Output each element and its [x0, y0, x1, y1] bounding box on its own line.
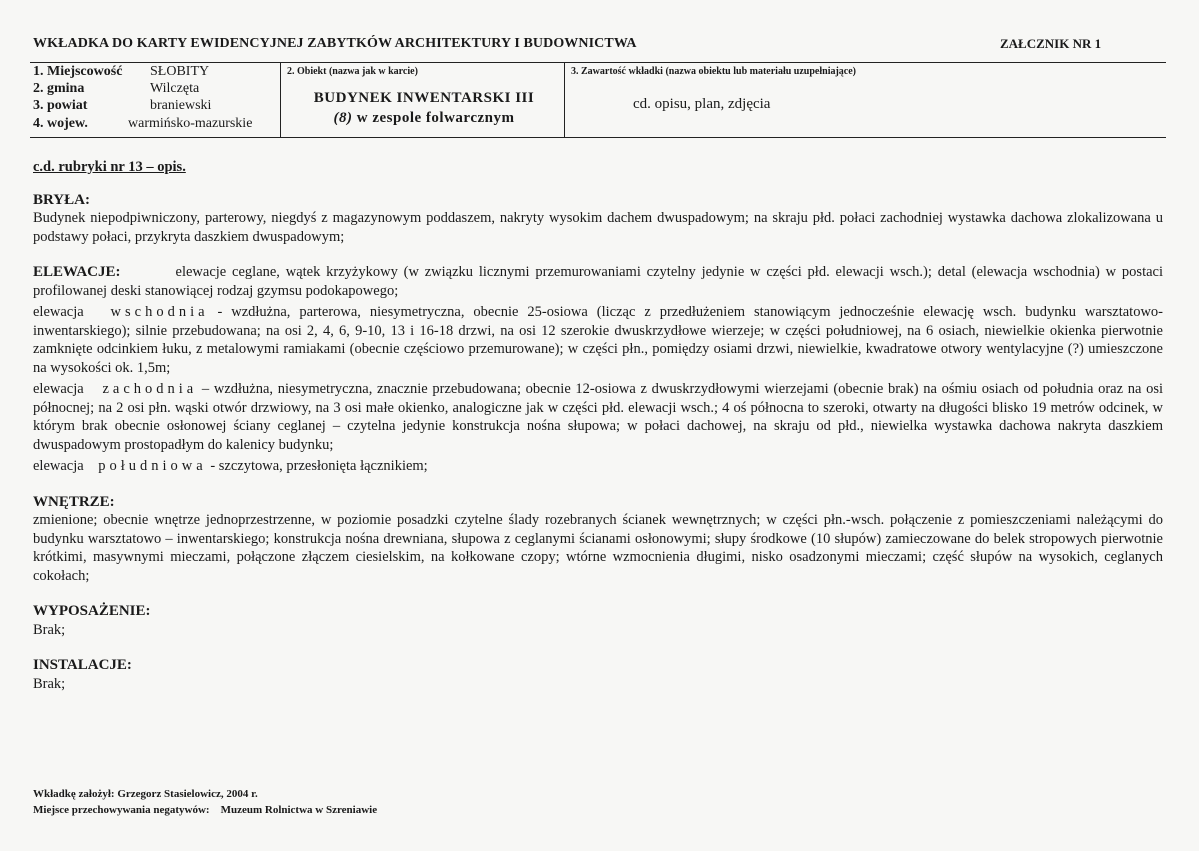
section-elewacje — [33, 263, 1163, 300]
direction-east: wschodnia — [110, 304, 209, 320]
voivodeship-value: warmińsko-mazurskie — [128, 116, 253, 131]
elevation-west: elewacja zachodnia – wzdłużna, niesymetryczna, znacznie przebudowana; obecnie 12-osiowa z dwuskrzydłowymi wierzejami (obecnie brak) na ośmiu osiach od południa oraz na osi północnej; na 2 osi płn. wąski otwór drzwiowy, na 3 osi małe okienko, analogiczne jak w części płd. elewacji wsch.; 4 oś północna to szeroki, otwarty na długości blisko 19 metrów odcinek, w którym brak obecnie osłonowej ściany ceglanej – czytelna jedynie konstrukcja nośna słupowa; w połaci dachowej, na skraju od płd., niewielka wystawka dachowa nakryta daszkiem dwuspadowym prostopadłym do kalenicy budynku; — [33, 381, 1163, 453]
header-top-rule — [30, 62, 1166, 63]
annex-number: ZAŁCZNIK NR 1 — [1000, 36, 1102, 51]
voivodeship-label: 4. wojew. — [33, 116, 88, 131]
commune-label: 2. gmina — [33, 81, 85, 96]
contents-heading: 3. Zawartość wkładki (nazwa obiektu lub materiału uzupełniające) — [571, 66, 857, 77]
footer-storage: Miejsce przechowywania negatywów: Muzeum Rolnictwa w Szreniawie — [33, 804, 378, 816]
direction-west: zachodnia — [102, 381, 198, 397]
rubric-heading: c.d. rubryki nr 13 – opis. — [33, 159, 186, 175]
section-text-wnetrze: zmienione; obecnie wnętrze jednoprzestrzenne, w poziomie posadzki czytelne ślady rozebranych ścianek wewnętrznych; w części płn.-wsch. połączenie z pomieszczeniami należącymi do budynku warsztatowo – inwentarskiego; konstrukcja nośna drewniana, słupowa z ceglanymi ścianami osłonowymi; słupy środkowe (10 słupów) zamieczowane do belek stropowych pierwotnie krótkimi, masywnymi mieczami, połączone złączem ciesielskim, na kołkowane czopy; wtórne wzmocnienia długimi, nisko osadzonymi mieczami; część słupów na wysokich, ceglanych cokołach; — [33, 512, 1163, 584]
commune-value: Wilczęta — [150, 81, 200, 96]
direction-south: południowa — [98, 458, 207, 474]
object-number: (8) — [333, 110, 353, 126]
locality-value: SŁOBITY — [150, 64, 210, 79]
section-title-wnetrze: WNĘTRZE: — [33, 493, 115, 510]
section-title-bryla: BRYŁA: — [33, 191, 90, 208]
county-value: braniewski — [150, 98, 212, 113]
section-text-elewacje: elewacje ceglane, wątek krzyżykowy (w związku licznymi przemurowaniami czytelny jedynie w części płd. elewacji wsch.); detal (elewacja wschodnia) w postaci profilowanej deski stanowiącej rodzaj gzymsu podokapowego; — [33, 264, 1163, 299]
section-title-instalacje: INSTALACJE: — [33, 657, 132, 673]
section-text-instalacje: Brak; — [33, 675, 66, 692]
elevation-east: elewacja wschodnia - wzdłużna, parterowa, niesymetryczna, obecnie 25-osiowa (licząc z przedłużeniem stanowiącym jednocześnie elewację wsch. budynku warsztatowo-inwentarskiego); silnie przebudowana; na osi 2, 4, 6, 9-10, 13 i 16-18 drzwi, na osi 12 szerokie dwuskrzydłowe wierzeje; w części południowej, na 6 osiach, niewielkie okienka pierwotnie zamknięte odcinkiem łuku, z metalowymi ramiakami (obecnie częściowo przemurowane); w części płn., pomiędzy osiami drzwi, niewielkie, kwadratowe otwory wentylacyjne (?) umieszczone na wysokości ok. 1,5m; — [33, 304, 1163, 376]
object-heading: 2. Obiekt (nazwa jak w karcie) — [287, 66, 418, 77]
footer-author: Wkładkę założył: Grzegorz Stasielowicz, 2004 r. — [33, 788, 258, 800]
column-divider-2 — [564, 63, 565, 138]
county-label: 3. powiat — [33, 98, 88, 113]
description-body — [33, 158, 1163, 693]
contents-value: cd. opisu, plan, zdjęcia — [633, 96, 771, 112]
object-name-line1: BUDYNEK INWENTARSKI III — [313, 90, 535, 106]
object-name — [285, 88, 563, 128]
column-divider-1 — [280, 63, 281, 138]
section-title-wyposazenie: WYPOSAŻENIE: — [33, 603, 151, 619]
document-title: WKŁADKA DO KARTY EWIDENCYJNEJ ZABYTKÓW ARCHITEKTURY I BUDOWNICTWA — [33, 36, 637, 51]
section-title-elewacje: ELEWACJE: — [33, 264, 121, 280]
header-bottom-rule — [30, 137, 1166, 138]
section-text-wyposazenie: Brak; — [33, 621, 66, 638]
section-text-bryla: Budynek niepodpiwniczony, parterowy, niegdyś z magazynowym poddaszem, nakryty wysokim dachem dwuspadowym; na skraju płd. połaci zachodniej wystawka dachowa zlokalizowana u podstawy połaci, przykryta daszkiem dwuspadowym; — [33, 210, 1163, 245]
elevation-south: elewacja południowa - szczytowa, przesłonięta łącznikiem; — [33, 458, 428, 474]
object-name-line2: (8) w zespole folwarcznym — [333, 110, 515, 126]
locality-label: 1. Miejscowość — [33, 64, 123, 79]
